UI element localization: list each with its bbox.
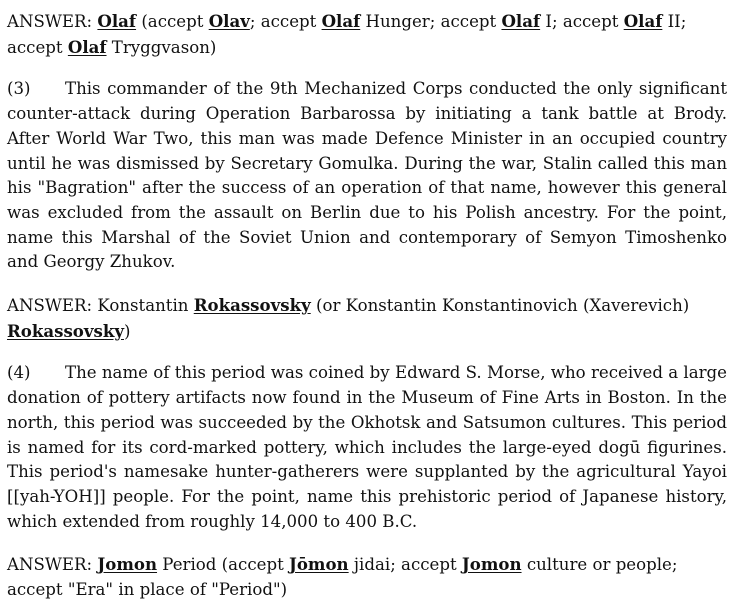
- answer-text: ): [123, 321, 131, 341]
- answer-text: Tryggvason): [106, 37, 217, 57]
- answer-text: ; accept: [249, 12, 322, 31]
- question-text: This commander of the 9th Mechanized Corps conducted the only significant counter-attack during Operation Barbarossa by initiating a tank battle at Brody. After World War Two, this man was made Defence Minister in an occupied country until he was dismissed by Secretary Gomulka. During the war, Stalin called this man his "Bagration" after the success of an operation of that name, however this general was excluded from the assault on Berlin due to his Polish ancestry. For the point, name this Marshal of the Soviet Union and contemporary of Semyon Timoshenko and Georgy Zhukov.: [7, 79, 727, 272]
- answer-keyword: Olaf: [321, 11, 361, 31]
- answer-jomon: [7, 552, 727, 602]
- answer-keyword: Olaf: [97, 11, 137, 31]
- answer-text: (accept: [136, 12, 209, 31]
- answer-text: I; accept: [540, 12, 624, 31]
- answer-text: culture or people; accept "Era" in place of "Period"): [7, 555, 678, 600]
- paragraph-spacer: [7, 275, 727, 293]
- paragraph-spacer: [7, 344, 727, 361]
- answer-text: II; accept: [7, 12, 687, 57]
- answer-keyword: Olaf: [501, 11, 541, 31]
- paragraph-spacer: [7, 534, 727, 552]
- question-number: (4): [7, 363, 31, 383]
- answer-text: Hunger; accept: [360, 12, 502, 31]
- answer-text: ANSWER:: [7, 12, 98, 31]
- answer-keyword: Rokassovsky: [7, 320, 124, 341]
- answer-text: ANSWER:: [7, 555, 98, 575]
- question-3: [7, 77, 727, 275]
- answer-olaf: [7, 9, 727, 60]
- answer-keyword: Olaf: [67, 36, 107, 57]
- answer-rokassovsky: [7, 293, 727, 344]
- answer-keyword: Jomon: [461, 554, 522, 575]
- answer-text: Period (accept: [157, 555, 290, 575]
- question-number: (3): [7, 79, 31, 99]
- answer-text: (or Konstantin Konstantinovich (Xaverevich): [310, 296, 690, 316]
- answer-keyword: Rokassovsky: [193, 295, 311, 316]
- answer-keyword: Jomon: [97, 554, 158, 575]
- question-text: The name of this period was coined by Edward S. Morse, who received a large donation of pottery artifacts now found in the Museum of Fine Arts in Boston. In the north, this period was succeeded by the Okhotsk and Satsumon cultures. This period is named for its cord-marked pottery, which includes the large-eyed dogū figurines. This period's namesake hunter-gatherers were supplanted by the agricultural Yayoi [[yah-YOH]] people. For the point, name this prehistoric period of Japanese history, which extended from roughly 14,000 to 400 B.C.: [7, 363, 727, 531]
- answer-keyword: Olaf: [623, 11, 663, 31]
- answer-text: jidai; accept: [348, 555, 462, 575]
- question-4: [7, 361, 727, 534]
- answer-text: ANSWER: Konstantin: [7, 296, 194, 316]
- answer-keyword: Jōmon: [289, 554, 349, 575]
- paragraph-spacer: [7, 60, 727, 77]
- answer-keyword: Olav: [208, 11, 250, 31]
